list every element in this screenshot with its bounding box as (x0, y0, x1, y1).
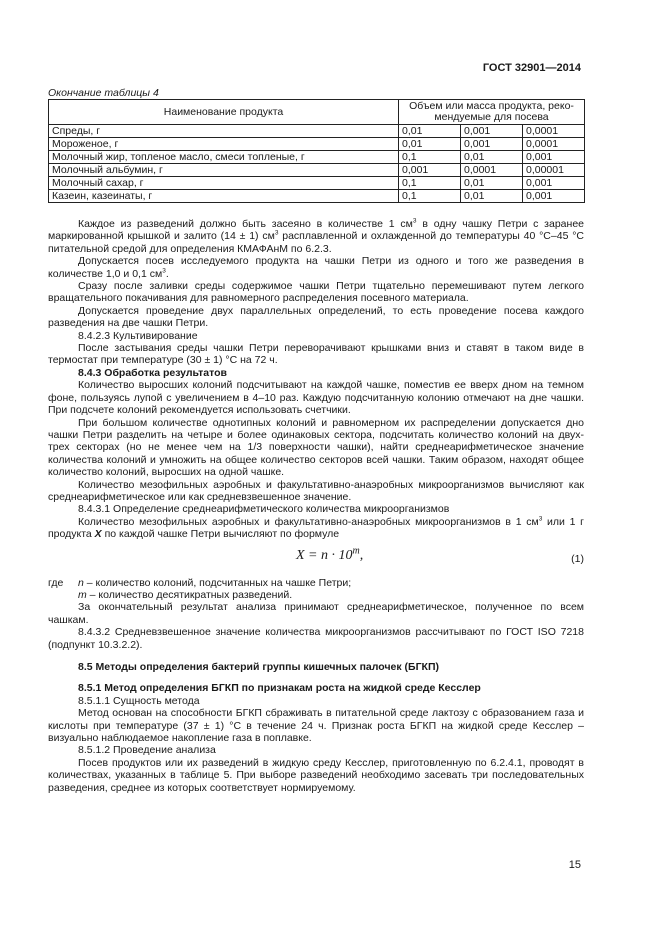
paragraph: За окончательный результат анализа принимают среднеарифметическое, полученное по всем чашкам. (48, 601, 584, 626)
table-row (49, 177, 585, 190)
paragraph: Количество мезофильных аэробных и факультативно-анаэробных микроорганизмов в 1 $см^3$ или 1 г продукта X по каждой чашке Петри вычисляют по формуле (48, 515, 584, 541)
formula: $X = n \cdot 10^m$, (296, 544, 364, 563)
paragraph: Метод основан на способности БГКП сбраживать в питательной среде лактозу с образованием газа и кислоты при температуре (37 ± 1) °С в течение 24 ч. Признак роста БГКП на жидкой среде Кесслер – визуально наблюдаемое накопление газа в поплавке. (48, 707, 584, 745)
section-heading: 8.4.3 Обработка результатов (78, 366, 227, 379)
table-cell-value: 0,001 (461, 138, 523, 151)
paragraph: Количество мезофильных аэробных и факультативно-анаэробных микроорганизмов вычисляют как среднеарифметическое или как средневзвешенное значение. (48, 478, 584, 503)
table-row (49, 151, 585, 164)
table-4 (48, 99, 585, 203)
table-row (49, 125, 585, 138)
paragraph: 8.4.3.2 Средневзвешенное значение количества микроорганизмов рассчитывают по ГОСТ ISO 7218 (подпункт 10.3.2.2). (48, 626, 584, 651)
table-cell-value: 0,1 (399, 151, 461, 164)
table-cell-value: 0,001 (523, 190, 585, 203)
table-header-product: Наименование продукта (49, 100, 399, 125)
table-cell-value: 0,0001 (523, 138, 585, 151)
table-cell-value: 0,01 (461, 190, 523, 203)
section-heading: 8.5 Методы определения бактерий группы кишечных палочек (БГКП) (78, 661, 439, 673)
table-row (49, 190, 585, 203)
table-cell-product: Спреды, г (49, 125, 399, 138)
paragraph: Допускается проведение двух параллельных определений, то есть проведение посева каждого разведения на две чашки Петри. (48, 304, 584, 330)
paragraph: Каждое из разведений должно быть засеяно в количестве 1 $см^3$ в одну чашку Петри с заранее маркированной крышкой и залито (14 ± 1) $см^3$ расплавленной и охлажденной до температуры 40 °С–45 °С питательной средой для определения КМАФАнМ по 6.2.3. (48, 217, 584, 255)
formula-legend-m: m – количество десятикратных разведений. (78, 588, 293, 601)
formula-number: (1) (571, 552, 584, 565)
table-cell-value: 0,0001 (523, 125, 585, 138)
document-id: ГОСТ 32901—2014 (482, 62, 581, 74)
section-heading: 8.5.1.1 Сущность метода (78, 694, 200, 707)
paragraph: После застывания среды чашки Петри переворачивают крышками вниз и ставят в таком виде в термостат при температуре (30 ± 1) °С на 72 ч. (48, 342, 584, 367)
formula-legend-n: где n – количество колоний, подсчитанных на чашке Петри; (48, 576, 352, 589)
paragraph: Сразу после заливки среды содержимое чашки Петри тщательно перемешивают путем легкого вращательного покачивания для равномерного распределения посевного материала. (48, 280, 584, 305)
table-cell-value: 0,0001 (461, 164, 523, 177)
paragraph: Допускается посев исследуемого продукта на чашки Петри из одного и того же разведения в количестве 1,0 и 0,1 $см^3$. (48, 255, 584, 280)
table-header-volume: Объем или масса продукта, реко- мендуемые для посева (399, 100, 585, 125)
table-header-row (49, 100, 585, 125)
section-heading: 8.4.3.1 Определение среднеарифметического количества микроорганизмов (78, 503, 450, 516)
table-cell-product: Мороженое, г (49, 138, 399, 151)
paragraph: Посев продуктов или их разведений в жидкую среду Кесслер, приготовленную по 6.2.4.1, проводят в количествах, указанных в таблице 5. При выборе разведений необходимо засевать три последовательных разведения, среднее из которых соответствует нормируемому. (48, 756, 584, 794)
table-cell-value: 0,001 (461, 125, 523, 138)
table-cell-value: 0,1 (399, 190, 461, 203)
table-cell-value: 0,01 (399, 125, 461, 138)
table-row (49, 138, 585, 151)
section-heading: 8.4.2.3 Культивирование (78, 329, 198, 342)
table-cell-value: 0,01 (399, 138, 461, 151)
table-cell-value: 0,01 (461, 151, 523, 164)
paragraph: Количество выросших колоний подсчитывают на каждой чашке, поместив ее вверх дном на темном фоне, пользуясь лупой с увеличением в 4–10 раз. Каждую подсчитанную колонию отмечают на дне чашки. При подсчете колоний рекомендуется использовать счетчики. (48, 379, 584, 417)
body-text (48, 218, 584, 794)
page-number: 15 (568, 859, 581, 871)
table-cell-value: 0,1 (399, 177, 461, 190)
table-cell-product: Казеин, казеинаты, г (49, 190, 399, 203)
formula-block (48, 545, 584, 575)
table-cell-value: 0,001 (523, 151, 585, 164)
section-heading: 8.5.1.2 Проведение анализа (78, 744, 216, 757)
section-heading: 8.5.1 Метод определения БГКП по признакам роста на жидкой среде Кесслер (78, 682, 481, 695)
table-cell-value: 0,01 (461, 177, 523, 190)
paragraph: При большом количестве однотипных колоний и равномерном их распределении допускается дно чашки Петри разделить на четыре и более одинаковых сектора, подсчитать количество колоний на двух-трех секторах (но не менее чем на 1/3 поверхности чашки), найти среднеарифметическое значение количества колоний и умножить на общее количество секторов всей чашки. Таким образом, находят общее количество колоний, выросших на одной чашке. (48, 416, 584, 479)
table-cell-product: Молочный сахар, г (49, 177, 399, 190)
table-cell-value: 0,001 (399, 164, 461, 177)
table-caption: Окончание таблицы 4 (48, 87, 159, 99)
table-cell-value: 0,001 (523, 177, 585, 190)
table-cell-product: Молочный жир, топленое масло, смеси топленые, г (49, 151, 399, 164)
table-cell-value: 0,00001 (523, 164, 585, 177)
table-row (49, 164, 585, 177)
table-cell-product: Молочный альбумин, г (49, 164, 399, 177)
